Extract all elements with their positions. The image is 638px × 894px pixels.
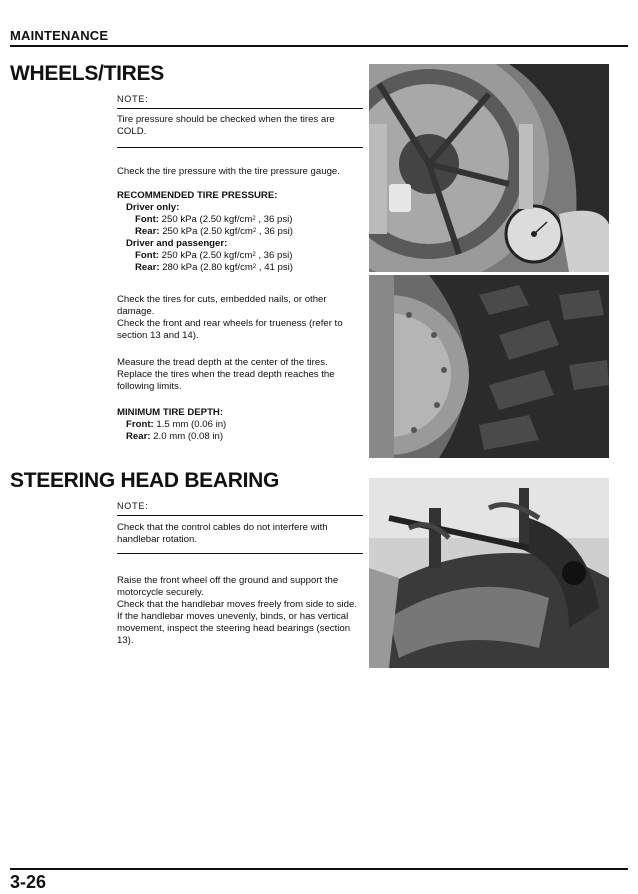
handlebar-check-text: Check that the handlebar moves freely from side to side.	[117, 599, 357, 610]
sup-2: 2	[252, 228, 257, 234]
min-rear-label: Rear:	[126, 431, 151, 442]
passenger-front-value: 250 kPa (2.50 kgf/cm	[161, 250, 253, 261]
driver-front-tail: , 36 psi)	[258, 214, 293, 225]
min-front-label: Front:	[126, 419, 154, 430]
driver-front-row	[117, 214, 363, 226]
min-depth-block	[117, 407, 363, 443]
steering-body	[117, 575, 363, 647]
driver-front-label: Font:	[135, 214, 159, 225]
recommended-pressure-block	[117, 190, 363, 274]
wheels-note-top-rule	[117, 108, 363, 109]
raise-text: Raise the front wheel off the ground and support the motorcycle securely.	[117, 575, 339, 598]
pressure-gauge-illustration	[369, 64, 609, 272]
section-header: MAINTENANCE	[10, 28, 109, 43]
photo-pressure-gauge	[369, 64, 609, 272]
steering-note-top-rule	[117, 515, 363, 516]
passenger-front-label: Font:	[135, 250, 159, 261]
recommended-pressure-title: RECOMMENDED TIRE PRESSURE:	[117, 190, 278, 201]
driver-rear-value: 250 kPa (2.50 kgf/cm	[162, 226, 253, 237]
tire-tread-illustration	[369, 275, 609, 458]
passenger-front-row	[117, 250, 363, 262]
steering-note-bottom-rule	[117, 553, 363, 554]
wheels-check-text: Check the tire pressure with the tire pressure gauge.	[117, 166, 340, 177]
sup-2: 2	[252, 264, 257, 270]
footer-rule	[10, 868, 628, 870]
tread-block	[117, 357, 363, 393]
steering-note-text: Check that the control cables do not interfere with handlebar rotation.	[117, 522, 328, 545]
sup-2: 2	[252, 216, 256, 222]
damage-text: Check the tires for cuts, embedded nails, or other damage.	[117, 294, 327, 317]
tread-text: Measure the tread depth at the center of the tires.	[117, 357, 328, 368]
steering-note-label: NOTE:	[117, 501, 149, 511]
wheels-note-label: NOTE:	[117, 94, 149, 104]
header-rule	[10, 45, 628, 47]
steering-head-title: STEERING HEAD BEARING	[10, 469, 280, 492]
passenger-rear-tail: , 41 psi)	[258, 262, 294, 273]
wheels-note-bottom-rule	[117, 147, 363, 148]
min-rear-row	[117, 431, 363, 443]
driver-only-label: Driver only:	[126, 202, 180, 213]
damage-block	[117, 294, 363, 342]
driver-rear-tail: , 36 psi)	[258, 226, 294, 237]
min-front-row	[117, 419, 363, 431]
photo-tire-tread	[369, 275, 609, 458]
passenger-rear-value: 280 kPa (2.80 kgf/cm	[162, 262, 253, 273]
passenger-rear-row	[117, 262, 363, 274]
uneven-text: If the handlebar moves unevenly, binds, or has vertical movement, inspect the steering head bearings (section 13).	[117, 611, 351, 646]
passenger-front-tail: , 36 psi)	[258, 250, 293, 261]
min-depth-title: MINIMUM TIRE DEPTH:	[117, 407, 224, 418]
page-number: 3-26	[10, 872, 47, 892]
wheels-note-text: Tire pressure should be checked when the tires are COLD.	[117, 114, 335, 137]
handlebar-illustration	[369, 478, 609, 668]
sup-2: 2	[252, 252, 256, 258]
photo-handlebar	[369, 478, 609, 668]
min-rear-value: 2.0 mm (0.08 in)	[153, 431, 224, 442]
passenger-rear-label: Rear:	[135, 262, 160, 273]
replace-text: Replace the tires when the tread depth reaches the following limits.	[117, 369, 335, 392]
driver-front-value: 250 kPa (2.50 kgf/cm	[161, 214, 253, 225]
driver-passenger-label: Driver and passenger:	[126, 238, 228, 249]
driver-rear-row	[117, 226, 363, 238]
wheels-tires-title: WHEELS/TIRES	[10, 62, 164, 85]
driver-rear-label: Rear:	[135, 226, 160, 237]
trueness-text: Check the front and rear wheels for trueness (refer to section 13 and 14).	[117, 318, 343, 341]
min-front-value: 1.5 mm (0.06 in)	[156, 419, 227, 430]
